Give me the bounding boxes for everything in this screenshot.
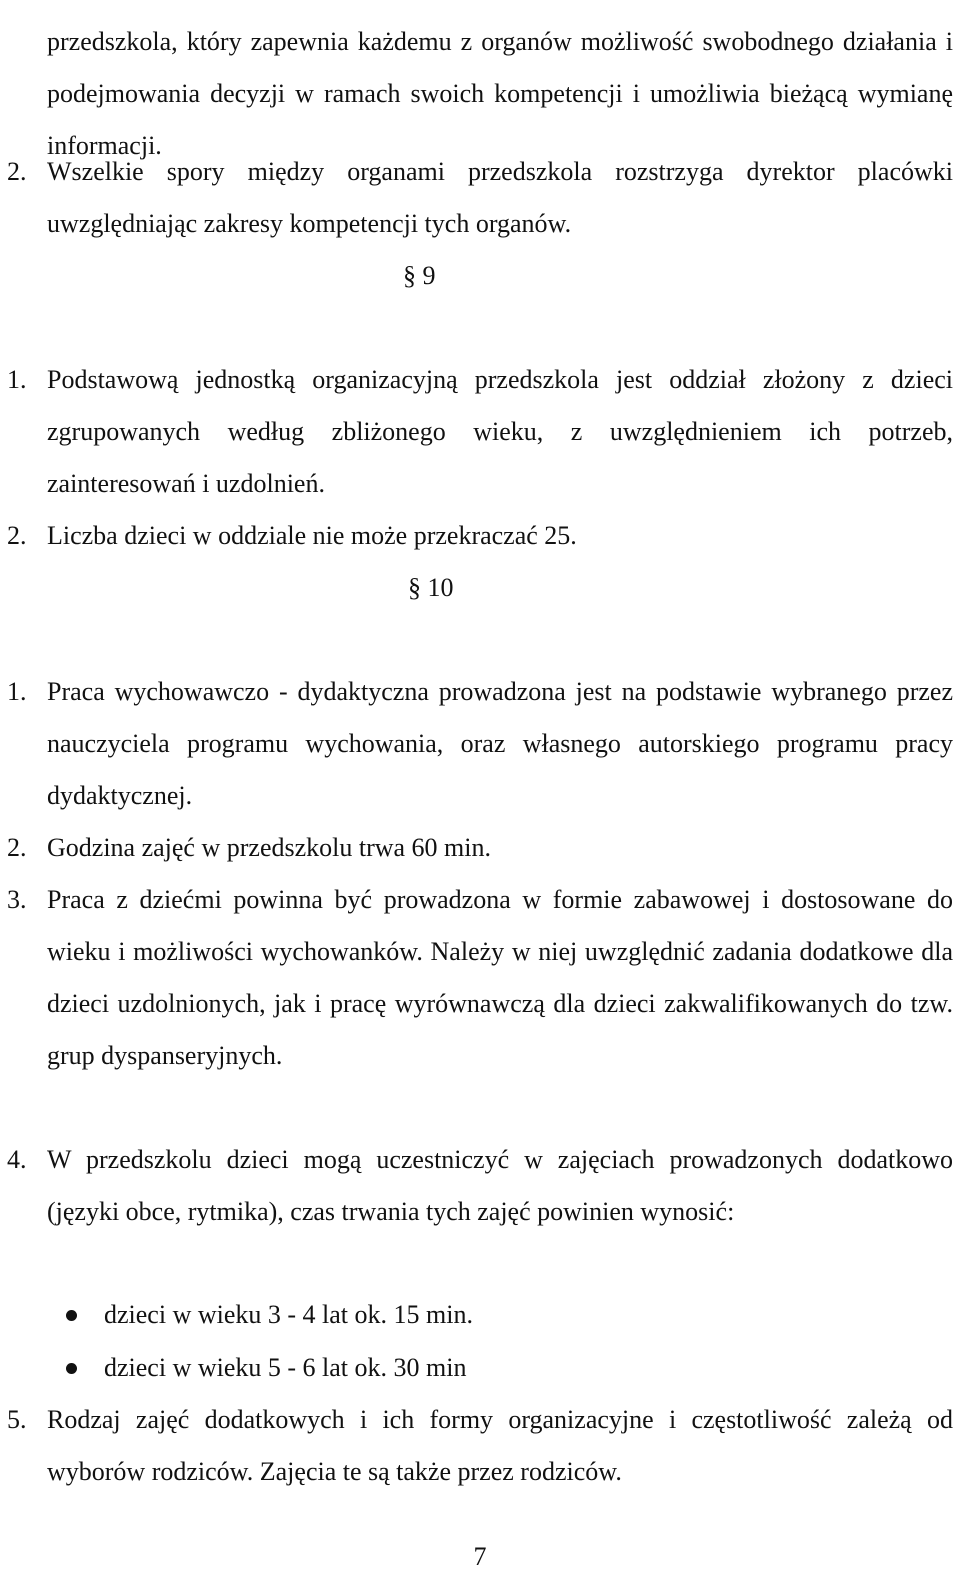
bullet-icon	[66, 1363, 77, 1374]
item-text: Praca wychowawczo - dydaktyczna prowadzona jest na podstawie wybranego przez nauczyciela programu wychowania, oraz własnego autorskiego programu pracy dydaktycznej.	[47, 677, 953, 810]
item-text: Liczba dzieci w oddziale nie może przekraczać 25.	[47, 521, 577, 550]
list-item	[0, 1134, 953, 1238]
item-text: Godzina zajęć w przedszkolu trwa 60 min.	[47, 833, 492, 862]
list-item	[0, 874, 953, 1082]
page-number: 7	[473, 1542, 487, 1571]
item-number: 2.	[7, 157, 27, 186]
bullet-text: dzieci w wieku 5 - 6 lat ok. 30 min	[104, 1353, 467, 1382]
section-heading: § 9	[403, 261, 436, 290]
item-number: 4.	[7, 1145, 27, 1174]
item-text: Podstawową jednostką organizacyjną przedszkola jest oddział złożony z dzieci zgrupowanych według zbliżonego wieku, z uwzględnieniem ich potrzeb, zainteresowań i uzdolnień.	[47, 365, 953, 498]
item-number: 3.	[7, 885, 27, 914]
item-number: 5.	[7, 1405, 27, 1434]
item-number: 1.	[7, 365, 27, 394]
item-text: Wszelkie spory między organami przedszkola rozstrzyga dyrektor placówki uwzględniając zakresy kompetencji tych organów.	[47, 157, 953, 238]
list-item	[0, 354, 953, 510]
bullet-text: dzieci w wieku 3 - 4 lat ok. 15 min.	[104, 1300, 473, 1329]
list-item	[0, 146, 953, 250]
list-item	[0, 822, 953, 874]
bullet-icon	[66, 1310, 77, 1321]
item-number: 2.	[7, 833, 27, 862]
item-text: Rodzaj zajęć dodatkowych i ich formy organizacyjne i częstotliwość zależą od wyborów rodziców. Zajęcia te są także przez rodziców.	[47, 1405, 953, 1486]
list-item	[0, 510, 953, 562]
continuation-paragraph: przedszkola, który zapewnia każdemu z organów możliwość swobodnego działania i podejmowania decyzji w ramach swoich kompetencji i umożliwia bieżącą wymianę informacji.	[47, 27, 953, 160]
list-item	[0, 1394, 953, 1498]
item-number: 2.	[7, 521, 27, 550]
list-item	[0, 666, 953, 822]
item-text: Praca z dziećmi powinna być prowadzona w formie zabawowej i dostosowane do wieku i możliwości wychowanków. Należy w niej uwzględnić zadania dodatkowe dla dzieci uzdolnionych, jak i pracę wyrównawczą dla dzieci zakwalifikowanych do tzw. grup dyspanseryjnych.	[47, 885, 953, 1070]
item-text: W przedszkolu dzieci mogą uczestniczyć w zajęciach prowadzonych dodatkowo (języki obce, rytmika), czas trwania tych zajęć powinien wynosić:	[47, 1145, 953, 1226]
section-heading: § 10	[408, 573, 454, 602]
item-number: 1.	[7, 677, 27, 706]
